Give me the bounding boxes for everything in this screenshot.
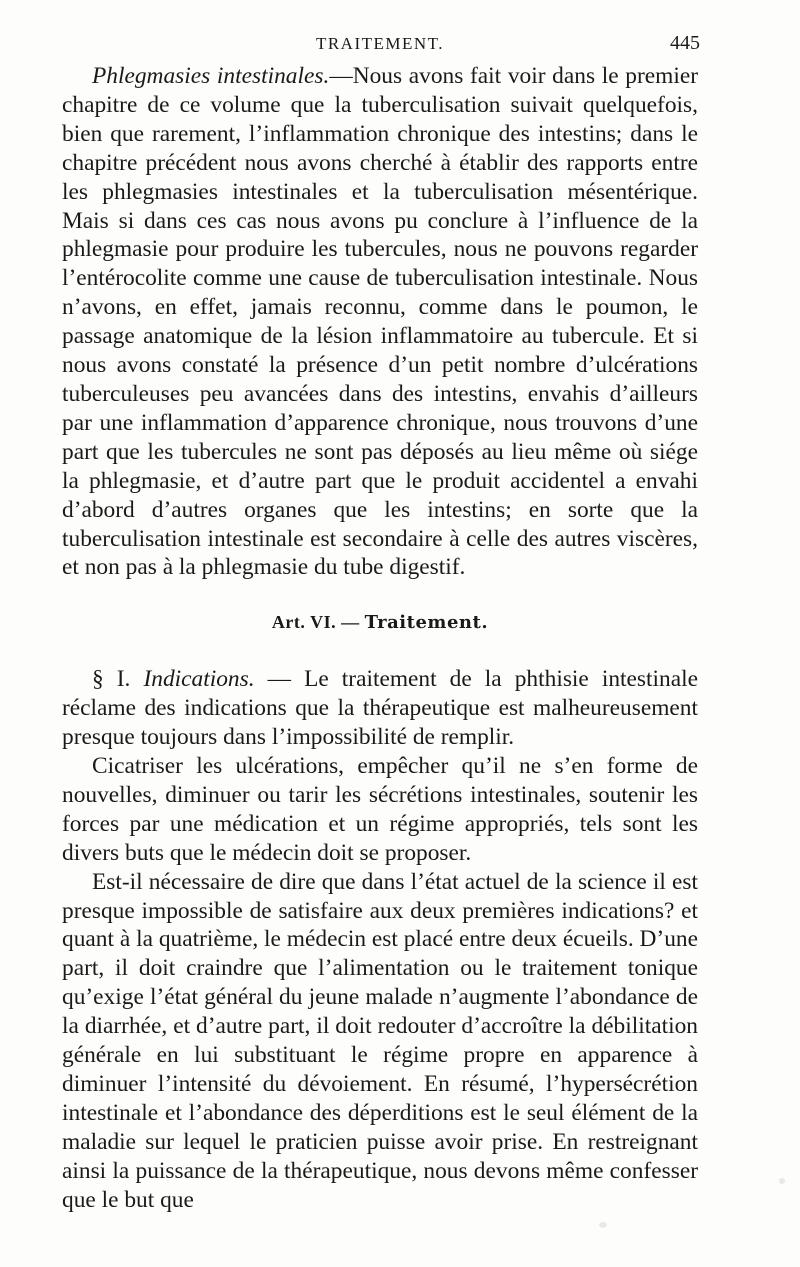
paragraph-est-il: Est-il nécessaire de dire que dans l’état actuel de la science il est presque impossible de satisfaire aux deux premières indications? et quant à la quatrième, le médecin est placé entre deux écueils. D’une part, il doit craindre que l’alimentation ou le traitement tonique qu’exige l’état général du jeune malade n’augmente l’abondance de la diarrhée, et d’autre part, il doit redouter d’accroître la débilitation générale en lui substituant le régime propre en apparence à diminuer l’intensité du dévoiement. En résumé, l’hypersécrétion intestinale et l’abondance des déperditions est le seul élément de la maladie sur lequel le praticien puisse avoir prise. En restreignant ainsi la puissance de la thérapeutique, nous devons même confesser que le but que xyxy=(62,868,698,1213)
section-number: § I. xyxy=(92,666,131,693)
article-heading xyxy=(62,612,698,633)
section-text: — Le traitement de la phthisie intestinale réclame des indications que la thérapeutique est malheureusement presque toujours dans l’impossibilité de remplir. xyxy=(62,666,698,751)
main-text xyxy=(62,62,698,1215)
article-dash: — xyxy=(341,612,360,633)
paragraph-cicatriser: Cicatriser les ulcérations, empêcher qu’il ne s’en forme de nouvelles, diminuer ou tarir les sécrétions intestinales, soutenir les forces par une médication et un régime appropriés, tels sont les divers buts que le médecin doit se proposer. xyxy=(62,753,698,866)
paragraph-phlegmasies xyxy=(62,62,698,582)
paragraph-text: —Nous avons fait voir dans le premier chapitre de ce volume que la tuberculisation suivait quelquefois, bien que rarement, l’inflammation chronique des intestins; dans le chapitre précédent nous avons cherché à établir des rapports entre les phlegmasies intestinales et la tuberculisation mésentérique. Mais si dans ces cas nous avons pu conclure à l’influence de la phlegmasie pour produire les tubercules, nous ne pouvons regarder l’entérocolite comme une cause de tuberculisation intestinale. Nous n’avons, en effet, jamais reconnu, comme dans le poumon, le passage anatomique de la lésion inflammatoire au tubercule. Et si nous avons constaté la présence d’un petit nombre d’ulcérations tuberculeuses peu avancées dans des intestins, envahis d’ailleurs par une inflammation d’apparence chronique, nous trouvons d’une part que les tubercules ne sont pas déposés au lieu même où siége la phlegmasie, et d’autre part que le produit accidentel a envahi d’abord d’autres organes que les intestins; en sorte que la tuberculisation intestinale est secondaire à celle des autres viscères, et non pas à la phlegmasie du tube digestif. xyxy=(62,63,699,581)
article-number: Art. VI. xyxy=(271,612,337,633)
paragraph-lead: Phlegmasies intestinales. xyxy=(92,63,330,89)
ink-speck xyxy=(779,1178,785,1184)
running-head xyxy=(60,34,700,60)
running-title: TRAITEMENT. xyxy=(315,34,445,53)
section-title: Indications. xyxy=(143,666,255,693)
page-number: 445 xyxy=(670,32,700,54)
section-indications xyxy=(62,665,698,752)
article-title: Traitement. xyxy=(364,612,489,634)
ink-speck xyxy=(599,1222,607,1228)
